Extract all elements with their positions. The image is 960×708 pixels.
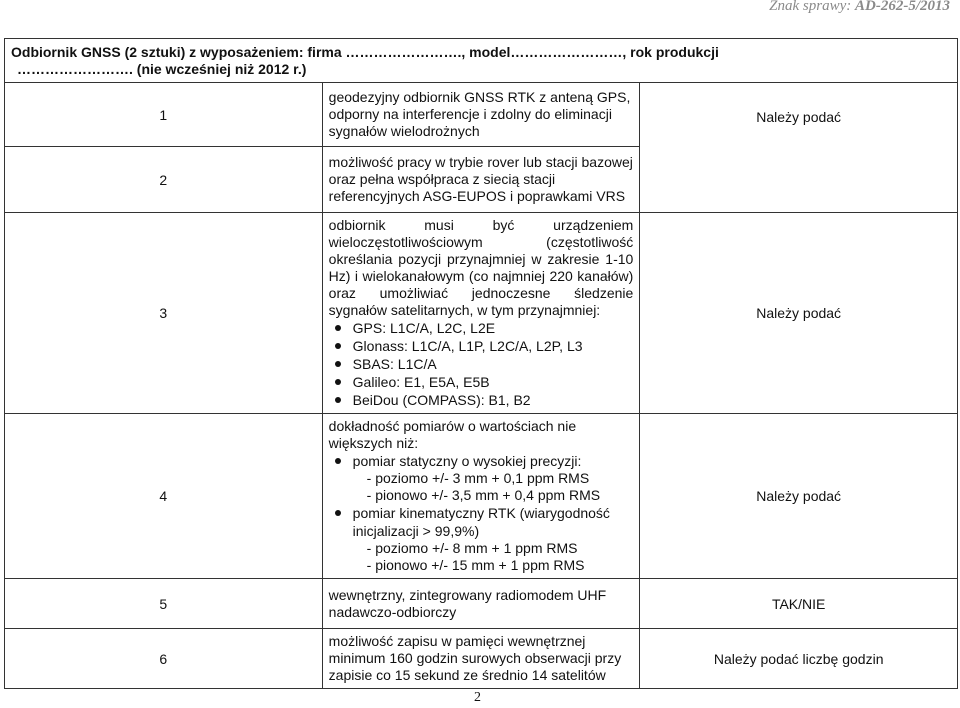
row-description-text: odbiornik musi być urządzeniem wieloczęstotliwościowym (częstotliwość określania pozycji przynajmniej w zakresie 1-10 Hz) i wielokanałowym (co najmniej 220 kanałów) oraz umożliwiać jednoczesne śledzenie sygnałów satelitarnych, w tym przynajmniej: — [328, 217, 634, 318]
row-requirement: Należy podać — [640, 414, 958, 579]
row-number: 3 — [5, 213, 323, 414]
row-requirement: Należy podać — [640, 213, 958, 414]
table-title-line2: ……………………. (nie wcześniej niż 2012 r.) — [17, 61, 307, 77]
row-description — [322, 213, 640, 414]
signal-list — [329, 319, 634, 409]
table-row — [5, 213, 958, 414]
list-item: SBAS: L1C/A — [353, 355, 634, 373]
row-number: 6 — [5, 629, 323, 689]
table-row — [5, 579, 958, 629]
page-number: 2 — [474, 690, 481, 705]
list-subitem: - poziomo +/- 3 mm + 0,1 ppm RMS — [366, 470, 590, 486]
table-row — [5, 414, 958, 579]
row-number: 5 — [5, 579, 323, 629]
table-header-row — [5, 39, 958, 83]
row-description-text: dokładność pomiarów o wartościach nie większych niż: — [328, 418, 577, 451]
list-item: Glonass: L1C/A, L1P, L2C/A, L2P, L3 — [353, 337, 634, 355]
row-number: 1 — [5, 83, 323, 147]
row-description: możliwość zapisu w pamięci wewnętrznej minimum 160 godzin surowych obserwacji przy zapisie co 15 sekund ze średnio 14 satelitów — [322, 629, 640, 689]
row-description: geodezyjny odbiornik GNSS RTK z anteną GPS, odporny na interferencje i zdolny do eliminacji sygnałów wielodrożnych — [322, 83, 640, 147]
case-number-header — [769, 0, 950, 15]
row-description — [322, 414, 640, 579]
list-subitem: - pionowo +/- 15 mm + 1 ppm RMS — [366, 557, 585, 573]
case-label: Znak sprawy: — [769, 0, 852, 14]
table-title-line1: Odbiornik GNSS (2 sztuki) z wyposażeniem: firma ……………………., model……………………, rok produkcji — [11, 44, 719, 60]
specification-table — [4, 38, 958, 689]
accuracy-list — [329, 452, 634, 470]
row-description: wewnętrzny, zintegrowany radiomodem UHF nadawczo-odbiorczy — [322, 579, 640, 629]
table-row — [5, 629, 958, 689]
table-row — [5, 83, 958, 147]
list-item: BeiDou (COMPASS): B1, B2 — [353, 391, 634, 409]
row-number: 2 — [5, 147, 323, 213]
table-title — [5, 39, 958, 83]
list-item: Galileo: E1, E5A, E5B — [353, 373, 634, 391]
list-item: pomiar kinematyczny RTK (wiarygodność inicjalizacji > 99,9%) — [353, 504, 634, 540]
row-number: 4 — [5, 414, 323, 579]
row-requirement: Należy podać liczbę godzin — [640, 629, 958, 689]
list-subitem: - pionowo +/- 3,5 mm + 0,4 ppm RMS — [366, 487, 601, 503]
accuracy-list — [329, 504, 634, 540]
list-subitem: - poziomo +/- 8 mm + 1 ppm RMS — [366, 540, 578, 556]
list-item: pomiar statyczny o wysokiej precyzji: — [353, 452, 634, 470]
row-requirement: TAK/NIE — [640, 579, 958, 629]
row-description: możliwość pracy w trybie rover lub stacji bazowej oraz pełna współpraca z siecią stacji referencyjnych ASG-EUPOS i poprawkami VRS — [322, 147, 640, 213]
case-number: AD-262-5/2013 — [855, 0, 950, 14]
row-requirement: Należy podać — [640, 83, 958, 213]
list-item: GPS: L1C/A, L2C, L2E — [353, 319, 634, 337]
